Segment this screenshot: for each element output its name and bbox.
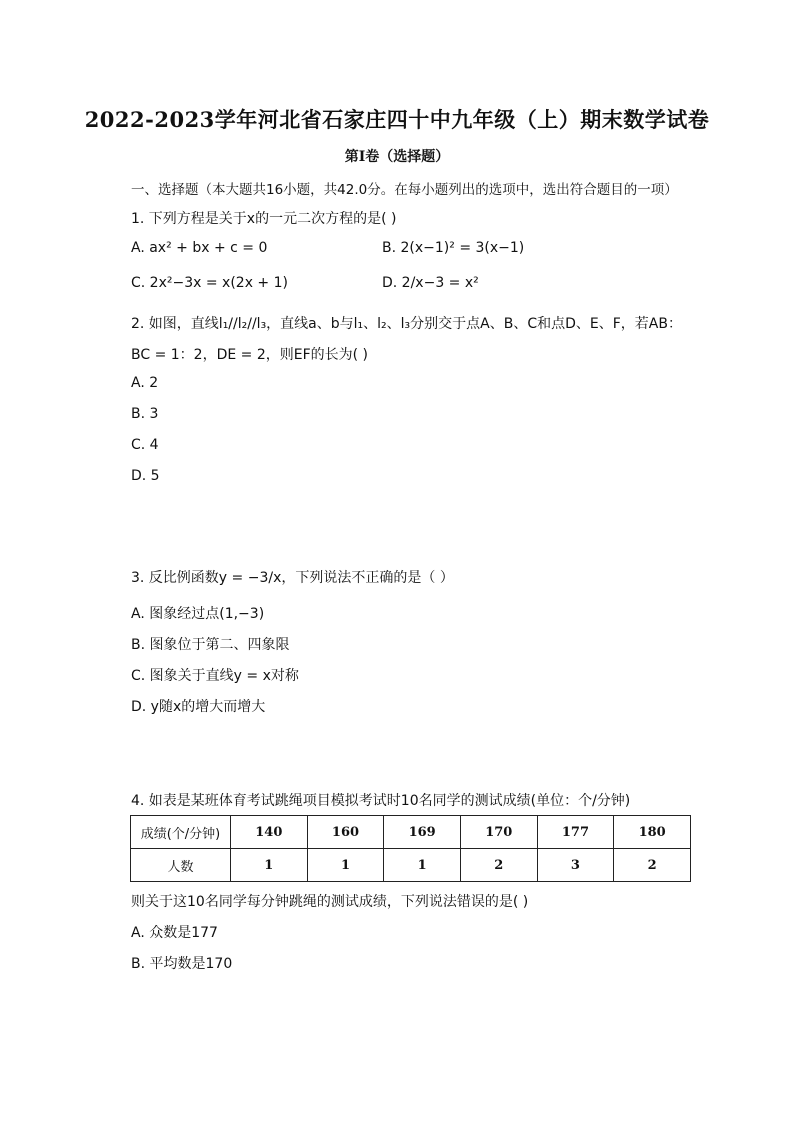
table-cell: 3 [537,849,614,882]
q2-option-d: D. 5 [131,468,160,484]
q4-stem: 4. 如表是某班体育考试跳绳项目模拟考试时10名同学的测试成绩(单位：个/分钟) [131,793,631,809]
q2-option-b: B. 3 [131,406,159,422]
q1-option-c: C. 2x²−3x = x(2x + 1) [131,275,288,291]
q1-option-b: B. 2(x−1)² = 3(x−1) [382,240,525,256]
table-row [131,849,691,882]
exam-title: 2022-2023学年河北省石家庄四十中九年级（上）期末数学试卷 [84,107,710,132]
q2-stem-line2: BC = 1：2，DE = 2，则EF的长为( ) [131,347,369,363]
table-cell: 1 [231,849,308,882]
q4-option-a: A. 众数是177 [131,925,218,941]
table-cell: 2 [460,849,537,882]
table-cell: 2 [614,849,691,882]
q4-followup: 则关于这10名同学每分钟跳绳的测试成绩，下列说法错误的是( ) [131,894,529,910]
table-cell: 169 [384,816,461,849]
q1-stem: 1. 下列方程是关于x的一元二次方程的是( ) [131,211,397,227]
score-table [130,815,691,882]
table-cell: 1 [307,849,384,882]
q2-stem-line1: 2. 如图，直线l₁//l₂//l₃，直线a、b与l₁、l₂、l₃分别交于点A、B、C和点D、E、F，若AB： [131,316,682,332]
section-heading: 一、选择题（本大题共16小题，共42.0分。在每小题列出的选项中，选出符合题目的一项） [131,182,678,198]
q2-option-a: A. 2 [131,375,159,391]
table-row-label: 成绩(个/分钟) [131,816,231,849]
table-cell: 1 [384,849,461,882]
table-cell: 170 [460,816,537,849]
q3-option-b: B. 图象位于第二、四象限 [131,637,290,653]
q2-option-c: C. 4 [131,437,159,453]
q1-option-d: D. 2/x−3 = x² [382,275,479,291]
q1-option-a: A. ax² + bx + c = 0 [131,240,268,256]
table-row [131,816,691,849]
table-row-label: 人数 [131,849,231,882]
q3-option-d: D. y随x的增大而增大 [131,699,266,715]
table-cell: 140 [231,816,308,849]
q3-option-a: A. 图象经过点(1,−3) [131,606,265,622]
exam-subtitle: 第I卷（选择题） [344,149,450,165]
q3-option-c: C. 图象关于直线y = x对称 [131,668,299,684]
table-cell: 180 [614,816,691,849]
table-cell: 160 [307,816,384,849]
table-cell: 177 [537,816,614,849]
q4-option-b: B. 平均数是170 [131,956,233,972]
q3-stem: 3. 反比例函数y = −3/x，下列说法不正确的是（ ） [131,570,454,586]
